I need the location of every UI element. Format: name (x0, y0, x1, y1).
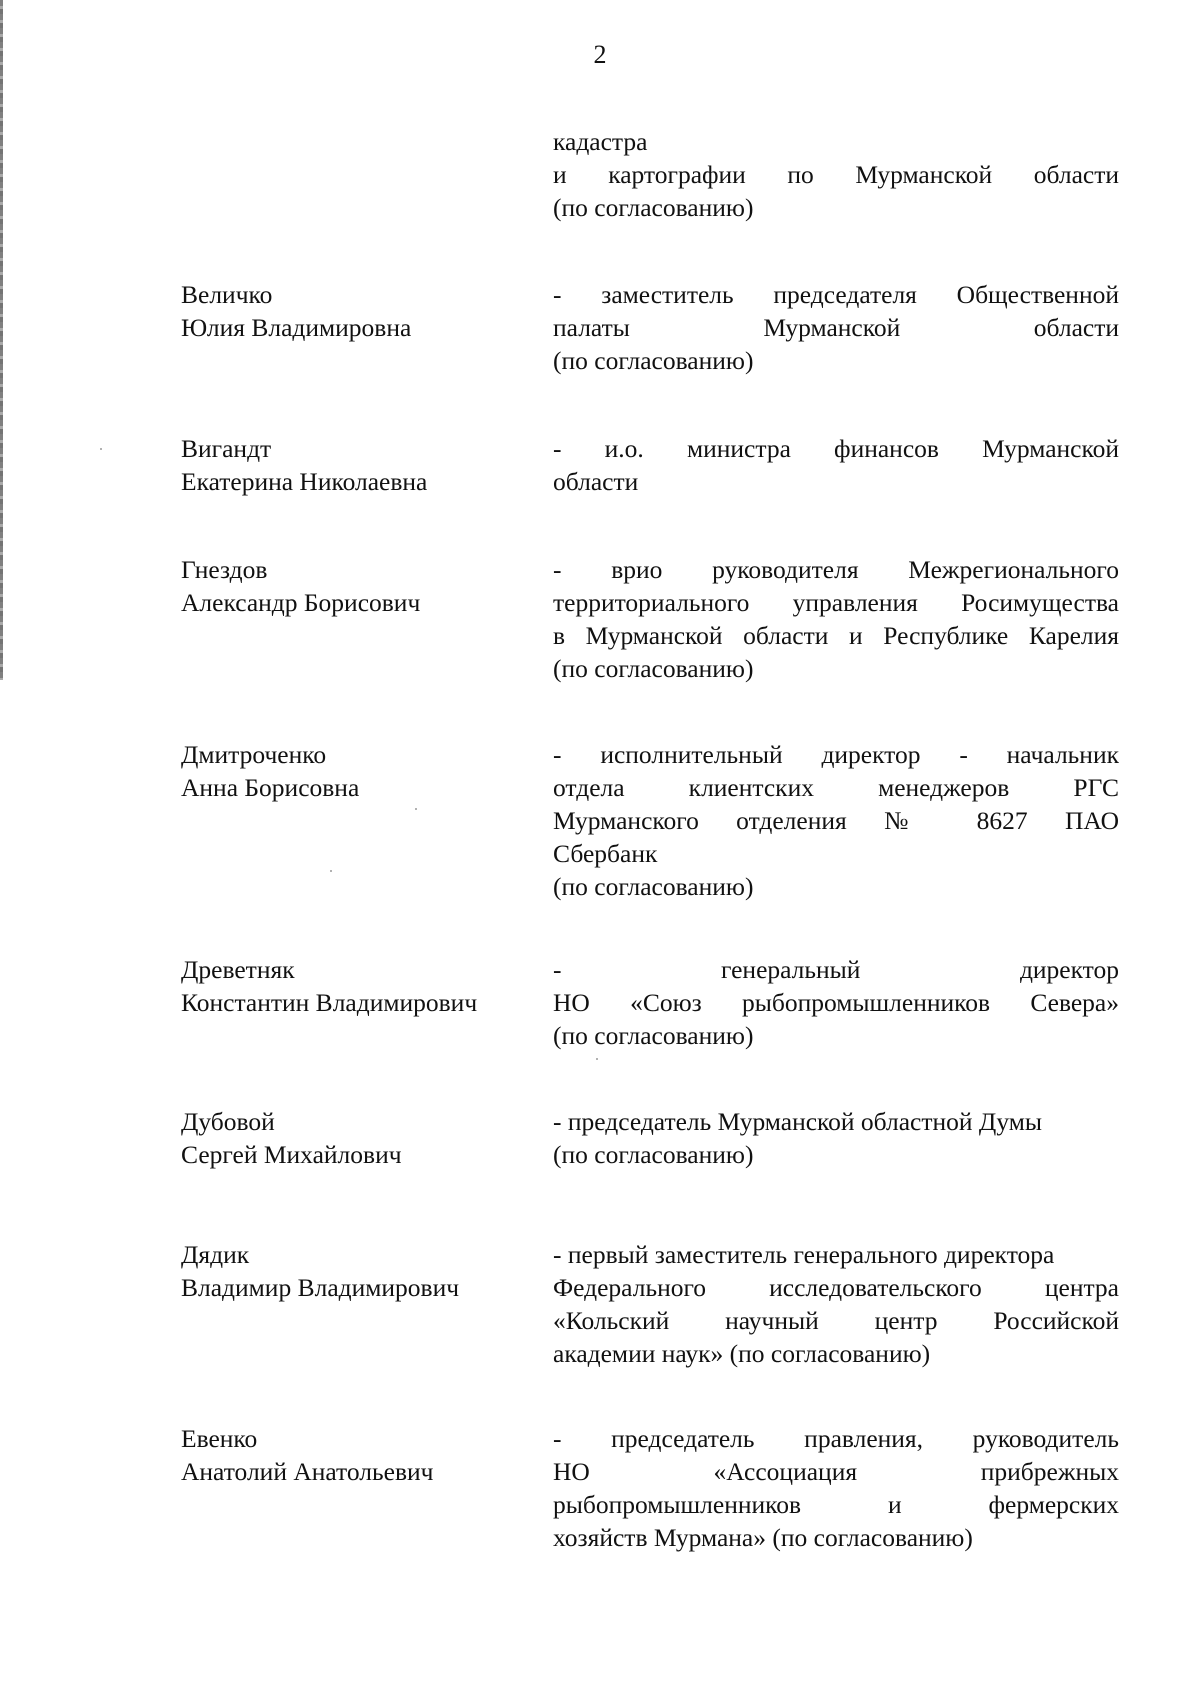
scan-edge-artifact (0, 0, 3, 680)
member-given-names: Анатолий Анатольевич (181, 1457, 434, 1486)
member-surname: Древетняк (181, 955, 295, 984)
member-surname: Дядик (181, 1240, 250, 1269)
desc-line: - исполнительный директор - начальник (553, 740, 1119, 769)
desc-line: академии наук» (по согласованию) (553, 1339, 931, 1368)
desc-line: (по согласованию) (553, 193, 754, 222)
member-position (553, 738, 1119, 903)
member-name (181, 553, 521, 619)
desc-line: Мурманского отделения № 8627 ПАО (553, 806, 1119, 835)
member-name (181, 1422, 521, 1488)
member-surname: Вигандт (181, 434, 272, 463)
desc-line: - председатель правления, руководитель (553, 1424, 1119, 1453)
desc-line: НО «Союз рыбопромышленников Севера» (553, 988, 1119, 1017)
scan-speck (415, 808, 417, 810)
member-position (553, 278, 1119, 377)
member-name (181, 1105, 521, 1171)
desc-line: территориального управления Росимущества (553, 588, 1119, 617)
member-surname: Величко (181, 280, 273, 309)
member-given-names: Анна Борисовна (181, 773, 360, 802)
scan-speck (100, 448, 102, 450)
member-surname: Дубовой (181, 1107, 275, 1136)
member-surname: Дмитроченко (181, 740, 327, 769)
member-name (181, 432, 521, 498)
desc-line: рыбопромышленников и фермерских (553, 1490, 1119, 1519)
desc-line: отдела клиентских менеджеров РГС (553, 773, 1119, 802)
desc-line: - и.о. министра финансов Мурманской (553, 434, 1119, 463)
desc-line: кадастра (553, 127, 648, 156)
member-given-names: Сергей Михайлович (181, 1140, 402, 1169)
scan-speck (596, 1058, 598, 1060)
desc-line: палаты Мурманской области (553, 313, 1119, 342)
desc-line: и картографии по Мурманской области (553, 160, 1119, 189)
member-given-names: Юлия Владимировна (181, 313, 412, 342)
desc-line: (по согласованию) (553, 872, 754, 901)
member-name (181, 1238, 521, 1304)
member-surname: Евенко (181, 1424, 258, 1453)
desc-line: (по согласованию) (553, 654, 754, 683)
desc-line: (по согласованию) (553, 1021, 754, 1050)
member-given-names: Екатерина Николаевна (181, 467, 428, 496)
desc-line: - генеральный директор (553, 955, 1119, 984)
scan-speck (330, 870, 332, 872)
member-position (553, 1238, 1119, 1370)
desc-line: (по согласованию) (553, 1140, 754, 1169)
page-number: 2 (593, 40, 607, 69)
member-given-names: Владимир Владимирович (181, 1273, 460, 1302)
desc-line: в Мурманской области и Республике Карелия (553, 621, 1119, 650)
desc-line: НО «Ассоциация прибрежных (553, 1457, 1119, 1486)
member-given-names: Александр Борисович (181, 588, 421, 617)
desc-line: - врио руководителя Межрегионального (553, 555, 1119, 584)
member-position (553, 432, 1119, 498)
desc-line: области (553, 467, 639, 496)
desc-line: - заместитель председателя Общественной (553, 280, 1119, 309)
desc-line: хозяйств Мурмана» (по согласованию) (553, 1523, 973, 1552)
desc-line: Сбербанк (553, 839, 658, 868)
desc-line: - председатель Мурманской областной Думы (553, 1107, 1043, 1136)
member-surname: Гнездов (181, 555, 268, 584)
member-position (553, 953, 1119, 1052)
desc-line: (по согласованию) (553, 346, 754, 375)
member-given-names: Константин Владимирович (181, 988, 478, 1017)
desc-line: Федерального исследовательского центра (553, 1273, 1119, 1302)
member-position (553, 553, 1119, 685)
intro-text (553, 125, 1119, 224)
desc-line: - первый заместитель генерального директора (553, 1240, 1055, 1269)
member-position (553, 1105, 1119, 1171)
member-position (553, 1422, 1119, 1554)
member-name (181, 953, 521, 1019)
desc-line: «Кольский научный центр Российской (553, 1306, 1119, 1335)
member-name (181, 278, 521, 344)
member-name (181, 738, 521, 804)
